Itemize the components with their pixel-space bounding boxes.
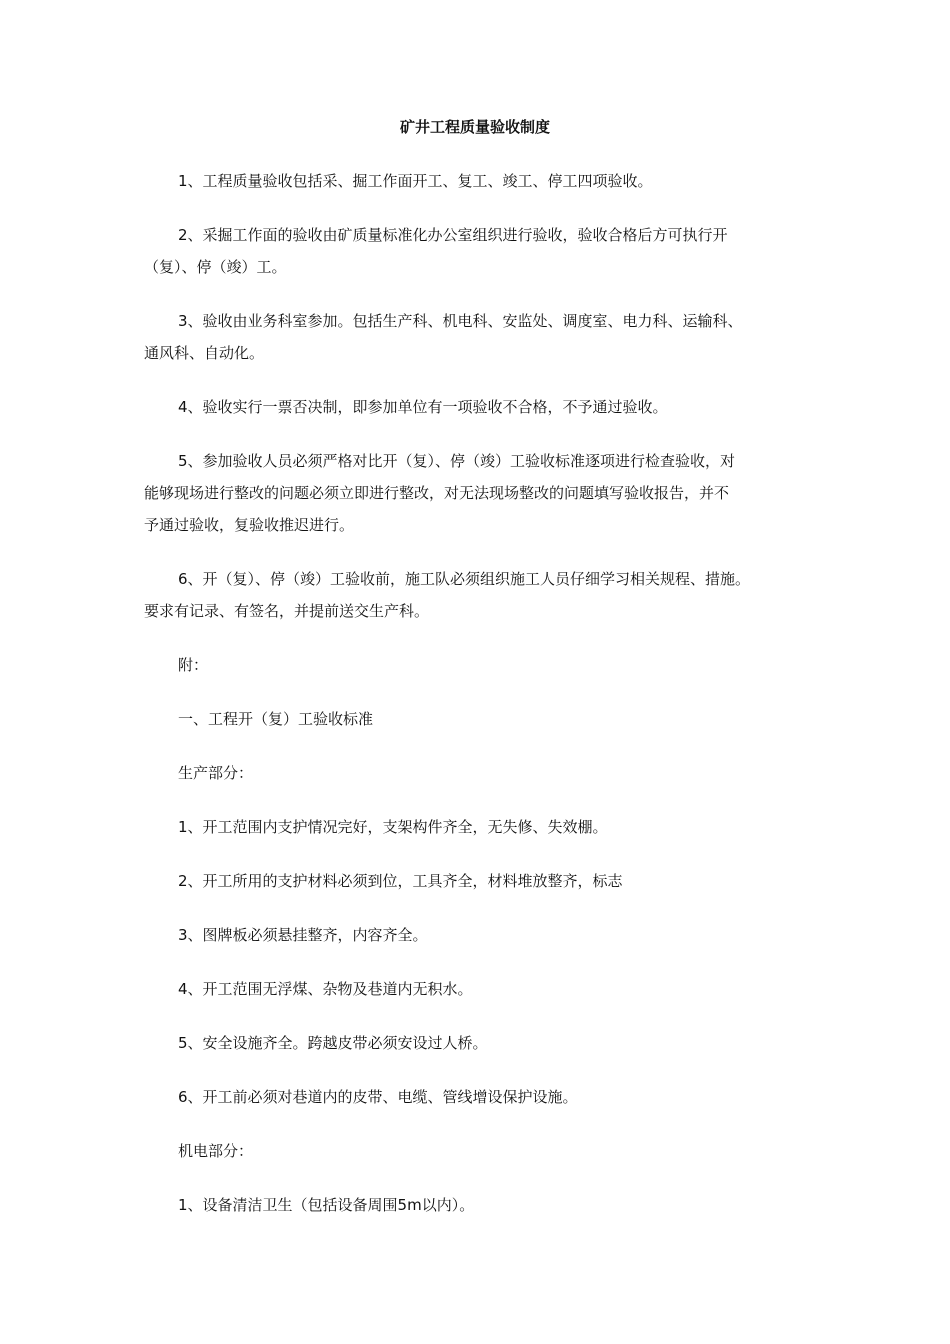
production-item-3: 3、图牌板必须悬挂整齐，内容齐全。 <box>178 926 428 944</box>
production-item-6: 6、开工前必须对巷道内的皮带、电缆、管线增设保护设施。 <box>178 1088 578 1106</box>
paragraph-2-line-2: （复）、停（竣）工。 <box>144 258 287 276</box>
electromechanical-item-1: 1、设备清洁卫生（包括设备周围5m以内）。 <box>178 1196 475 1214</box>
production-item-4: 4、开工范围无浮煤、杂物及巷道内无积水。 <box>178 980 473 998</box>
document-title: 矿井工程质量验收制度 <box>399 118 550 136</box>
electromechanical-heading: 机电部分： <box>178 1142 254 1160</box>
paragraph-6-line-2: 要求有记录、有签名，并提前送交生产科。 <box>144 602 430 620</box>
paragraph-5-line-1: 5、参加验收人员必须严格对比开（复）、停（竣）工验收标准逐项进行检查验收，对 <box>178 452 736 470</box>
section-heading: 一、工程开（复）工验收标准 <box>178 710 374 728</box>
paragraph-5-line-2: 能够现场进行整改的问题必须立即进行整改，对无法现场整改的问题填写验收报告，并不 <box>144 484 730 502</box>
paragraph-5-line-3: 予通过验收，复验收推迟进行。 <box>144 516 355 534</box>
paragraph-3-line-2: 通风科、自动化。 <box>144 344 265 362</box>
appendix-label: 附： <box>178 656 209 674</box>
paragraph-4-line-1: 4、验收实行一票否决制，即参加单位有一项验收不合格，不予通过验收。 <box>178 398 668 416</box>
production-heading: 生产部分： <box>178 764 254 782</box>
paragraph-6-line-1: 6、开（复）、停（竣）工验收前，施工队必须组织施工人员仔细学习相关规程、措施。 <box>178 570 751 588</box>
production-item-2: 2、开工所用的支护材料必须到位，工具齐全，材料堆放整齐，标志 <box>178 872 623 890</box>
paragraph-1-line-1: 1、工程质量验收包括采、掘工作面开工、复工、竣工、停工四项验收。 <box>178 172 653 190</box>
production-item-5: 5、安全设施齐全。跨越皮带必须安设过人桥。 <box>178 1034 488 1052</box>
production-item-1: 1、开工范围内支护情况完好，支架构件齐全，无失修、失效棚。 <box>178 818 608 836</box>
paragraph-2-line-1: 2、采掘工作面的验收由矿质量标准化办公室组织进行验收，验收合格后方可执行开 <box>178 226 728 244</box>
paragraph-3-line-1: 3、验收由业务科室参加。包括生产科、机电科、安监处、调度室、电力科、运输科、 <box>178 312 743 330</box>
